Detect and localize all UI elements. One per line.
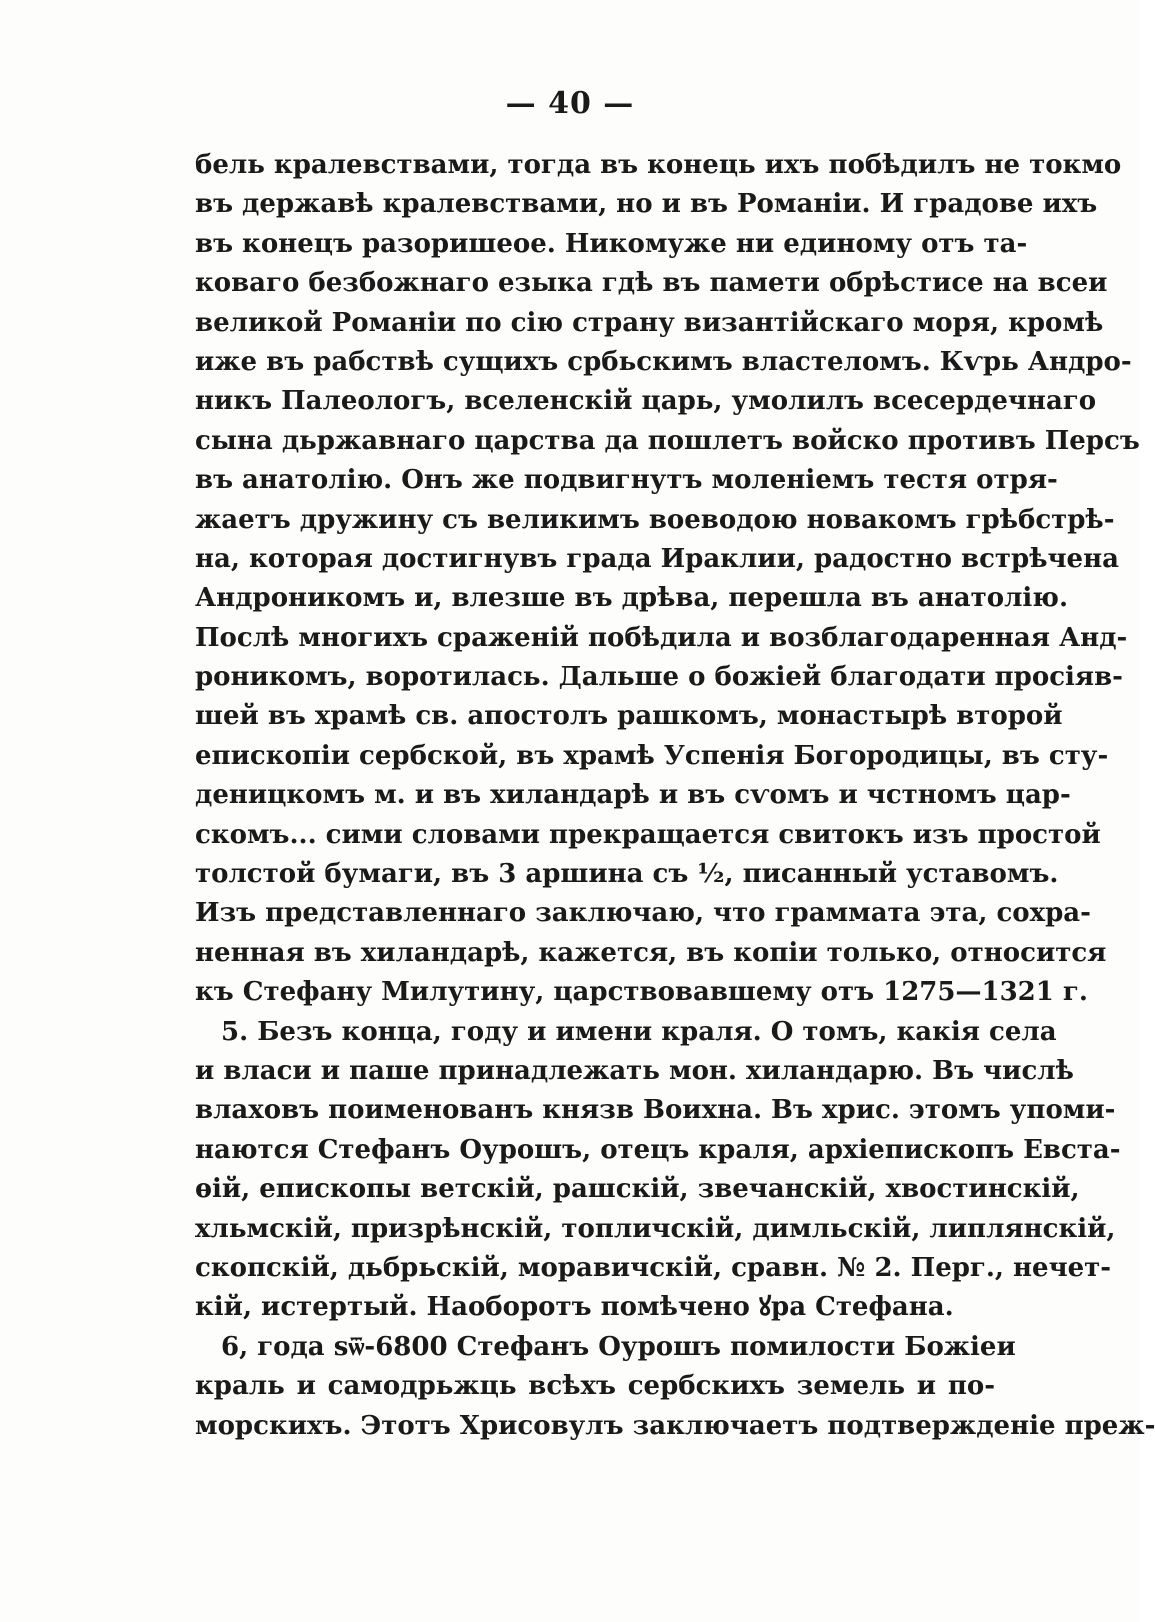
- text-line: морскихъ. Этотъ Хрисовулъ заключаетъ подтвержденіе преж-: [195, 1410, 1155, 1441]
- text-line: шей въ храмѣ св. апостолъ рашкомъ, монастырѣ второй: [195, 701, 1063, 732]
- text-line: и власи и паше принадлежать мон. хиландарю. Въ числѣ: [195, 1055, 1074, 1086]
- text-line: бель кралевствами, тогда въ конець ихъ побѣдилъ не токмо: [195, 150, 1122, 180]
- text-line: 5. Безъ конца, году и имени краля. О томъ, какія села: [221, 1016, 1057, 1047]
- text-line: сына дьржавнаго царства да пошлетъ войско противъ Персъ: [195, 425, 1140, 456]
- text-line: деницкомъ м. и въ хиландарѣ и въ сѵомъ и чстномъ цар-: [195, 780, 1071, 811]
- text-line: толстой бумаги, въ 3 аршина съ ½, писанный уставомъ.: [195, 859, 1059, 890]
- text-line: въ анатолію. Онъ же подвигнутъ моленіемъ тестя отря-: [195, 465, 1058, 496]
- text-line: епископіи сербской, въ храмѣ Успенія Богородицы, въ сту-: [195, 740, 1109, 771]
- text-line: коваго безбожнаго езыка гдѣ въ памети обрѣстисе на всеи: [195, 268, 1108, 299]
- text-line: краль и самодрьжць всѣхъ сербскихъ земель и по-: [195, 1371, 995, 1402]
- text-line: влаховъ поименованъ князв Воихна. Въ хрис. этомъ упоми-: [195, 1095, 1116, 1126]
- text-line: кій, истертый. Наоборотъ помѣчено ꙋра Стефана.: [195, 1292, 954, 1323]
- text-line: хльмскій, призрѣнскій, топличскій, димльскій, липлянскій,: [195, 1213, 1116, 1244]
- text-line: жаетъ дружину съ великимъ воеводою новакомъ грѣбстрѣ-: [195, 504, 1115, 535]
- text-line: иже въ рабствѣ сущихъ србьскимъ властеломъ. Кѵрь Андро-: [195, 346, 1132, 377]
- text-line: наются Стефанъ Оурошъ, отецъ краля, архіепископъ Евста-: [195, 1134, 1121, 1165]
- page-number: — 40 —: [505, 86, 635, 121]
- text-line: къ Стефану Милутину, царствовавшему отъ 1275—1321 г.: [195, 977, 1088, 1008]
- text-line: ненная въ хиландарѣ, кажется, въ копіи только, относится: [195, 937, 1107, 968]
- text-line: Изъ представленнаго заключаю, что граммата эта, сохра-: [195, 898, 1091, 929]
- text-line: Послѣ многихъ сраженій побѣдила и возблагодаренная Анд-: [195, 622, 1128, 653]
- text-line: великой Романіи по сію страну византійскаго моря, кромѣ: [195, 307, 1104, 338]
- text-line: роникомъ, воротилась. Дальше о божіей благодати просіяв-: [195, 662, 1123, 693]
- text-line: скопскій, дьбрьскій, моравичскій, сравн. № 2. Перг., нечет-: [195, 1252, 1112, 1283]
- text-line: ѳій, епископы ветскій, рашскій, звечанскій, хвостинскій,: [195, 1174, 1080, 1205]
- text-line: въ конецъ разоришеое. Никомуже ни единому отъ та-: [195, 228, 1028, 259]
- body-text: [195, 146, 1155, 1446]
- text-line: никъ Палеологъ, вселенскій царь, умолилъ всесердечнаго: [195, 386, 1097, 417]
- text-line: въ державѣ кралевствами, но и въ Романіи. И градове ихъ: [195, 189, 1098, 220]
- text-line: скомъ... сими словами прекращается свитокъ изъ простой: [195, 819, 1101, 850]
- text-line: 6, года ѕѿ-6800 Стефанъ Оурошъ помилости Божіеи: [221, 1331, 1016, 1362]
- text-line: на, которая достигнувъ града Ираклии, радостно встрѣчена: [195, 543, 1119, 574]
- text-line: Андроникомъ и, влезше въ дрѣва, перешла въ анатолію.: [195, 583, 1069, 614]
